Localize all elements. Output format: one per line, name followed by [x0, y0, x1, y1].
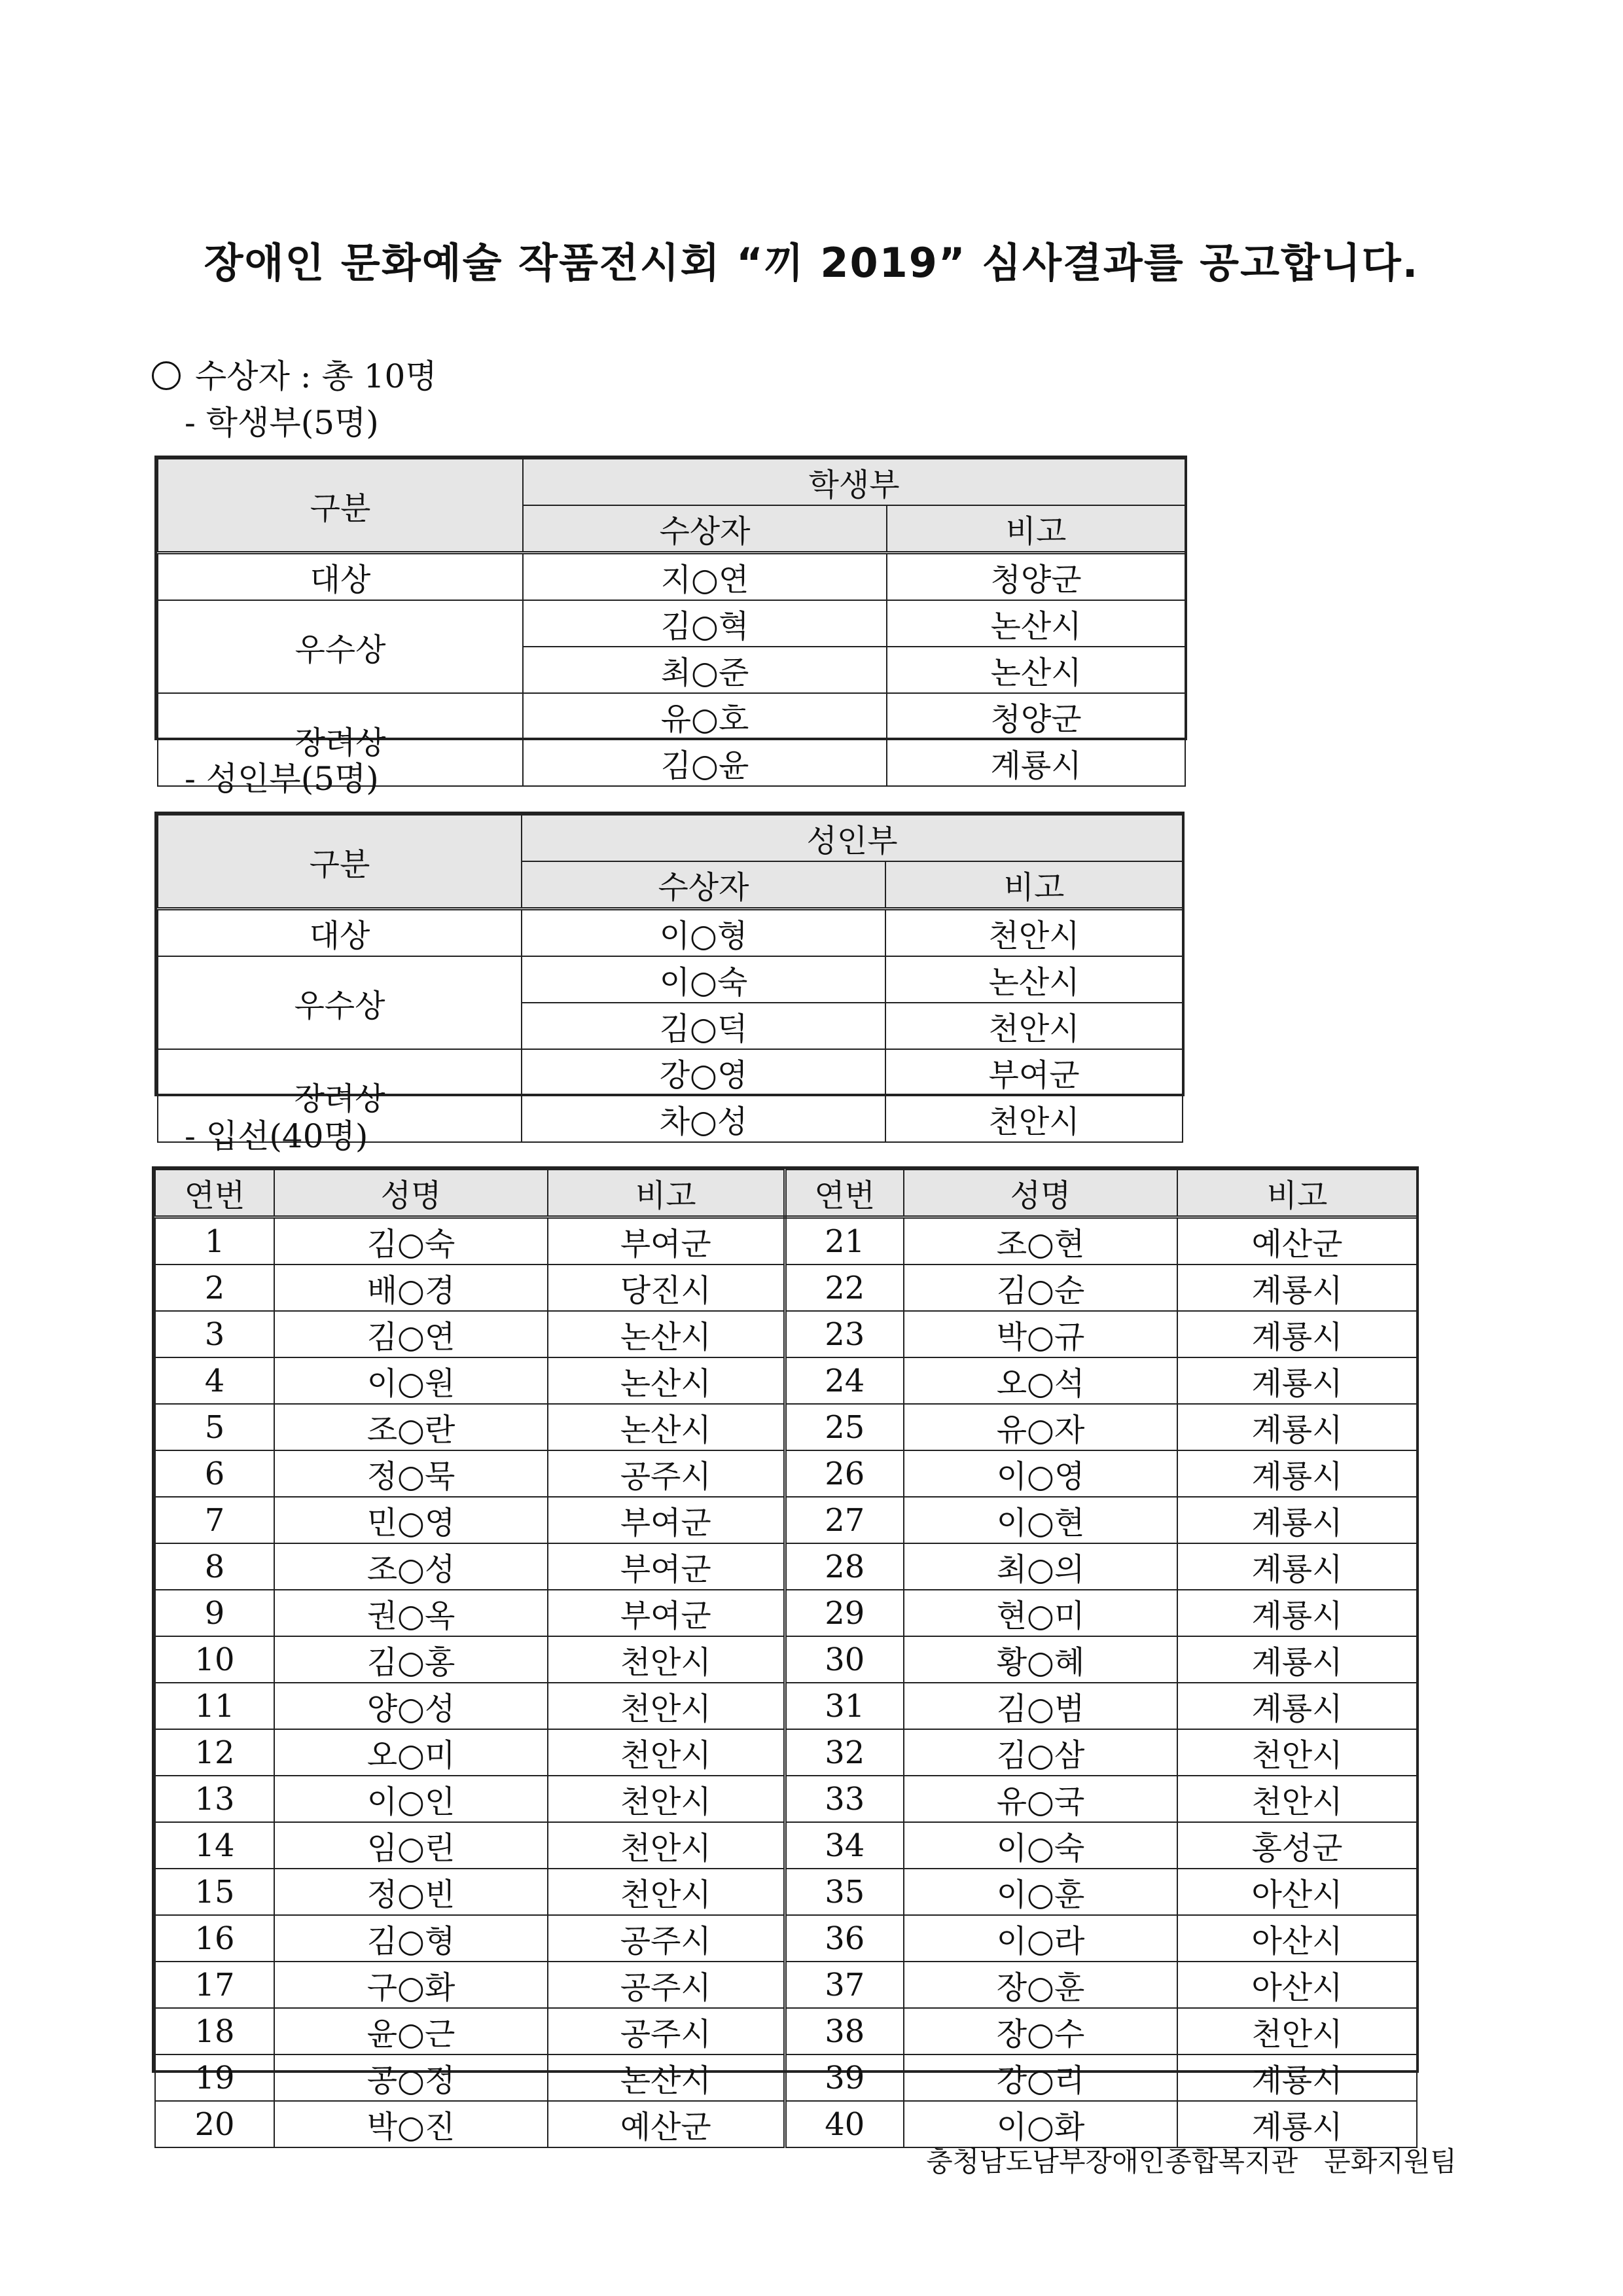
note-cell: 천안시	[1177, 2008, 1417, 2054]
name-cell: 이○영	[904, 1450, 1177, 1497]
name-cell: 정○빈	[274, 1869, 548, 1915]
award-cell: 대상	[158, 553, 523, 601]
table-row	[155, 1217, 1417, 1265]
note-cell: 계룡시	[1177, 1311, 1417, 1357]
note-cell: 논산시	[548, 1357, 785, 1404]
seq-cell: 23	[785, 1311, 904, 1357]
winner-cell: 김○윤	[523, 740, 887, 786]
name-cell: 정○묵	[274, 1450, 548, 1497]
name-cell: 김○연	[274, 1311, 548, 1357]
name-cell: 이○인	[274, 1776, 548, 1822]
note-cell: 천안시	[885, 1096, 1183, 1142]
name-cell: 이○현	[904, 1497, 1177, 1543]
seq-cell: 4	[155, 1357, 274, 1404]
table-row	[155, 1450, 1417, 1497]
seq-cell: 22	[785, 1265, 904, 1311]
note-cell: 부여군	[548, 1497, 785, 1543]
seq-cell: 25	[785, 1404, 904, 1450]
note-cell: 계룡시	[1177, 2054, 1417, 2101]
name-cell: 이○화	[904, 2101, 1177, 2147]
seq-cell: 17	[155, 1962, 274, 2008]
note-cell: 천안시	[885, 1003, 1183, 1049]
seq-cell: 11	[155, 1683, 274, 1729]
seq-cell: 16	[155, 1915, 274, 1962]
circle-bullet-icon	[152, 361, 181, 390]
table-row	[158, 553, 1185, 601]
seq-cell: 19	[155, 2054, 274, 2101]
note-cell: 부여군	[885, 1049, 1183, 1096]
note-header: 비고	[548, 1170, 785, 1217]
seq-header: 연번	[785, 1170, 904, 1217]
seq-cell: 38	[785, 2008, 904, 2054]
table-row	[155, 2008, 1417, 2054]
table-row	[155, 1265, 1417, 1311]
note-cell: 논산시	[548, 1404, 785, 1450]
note-cell: 계룡시	[1177, 1404, 1417, 1450]
note-cell: 공주시	[548, 1962, 785, 2008]
seq-cell: 31	[785, 1683, 904, 1729]
name-cell: 김○숙	[274, 1217, 548, 1265]
seq-cell: 28	[785, 1543, 904, 1590]
name-cell: 유○자	[904, 1404, 1177, 1450]
adult-gubun-header: 구분	[158, 815, 522, 909]
name-cell: 조○성	[274, 1543, 548, 1590]
name-cell: 장○수	[904, 2008, 1177, 2054]
note-cell: 당진시	[548, 1265, 785, 1311]
name-cell: 김○삼	[904, 1729, 1177, 1776]
note-cell: 천안시	[885, 909, 1183, 957]
winner-cell: 김○혁	[523, 600, 887, 647]
footer-organization: 충청남도남부장애인종합복지관 문화지원팀	[926, 2145, 1457, 2178]
note-cell: 계룡시	[1177, 1590, 1417, 1636]
name-cell: 현○미	[904, 1590, 1177, 1636]
note-cell: 천안시	[548, 1729, 785, 1776]
name-cell: 이○라	[904, 1915, 1177, 1962]
note-cell: 계룡시	[1177, 1265, 1417, 1311]
name-cell: 김○홍	[274, 1636, 548, 1683]
note-cell: 계룡시	[887, 740, 1185, 786]
table-row	[155, 1590, 1417, 1636]
winner-cell: 차○성	[522, 1096, 885, 1142]
note-cell: 공주시	[548, 2008, 785, 2054]
name-cell: 박○규	[904, 1311, 1177, 1357]
note-cell: 계룡시	[1177, 1497, 1417, 1543]
table-row	[155, 1497, 1417, 1543]
name-header: 성명	[904, 1170, 1177, 1217]
name-cell: 이○훈	[904, 1869, 1177, 1915]
note-cell: 공주시	[548, 1915, 785, 1962]
adult-group-header: 성인부	[522, 815, 1183, 861]
note-cell: 천안시	[548, 1869, 785, 1915]
table-row	[155, 1822, 1417, 1869]
name-cell: 구○화	[274, 1962, 548, 2008]
seq-cell: 35	[785, 1869, 904, 1915]
note-cell: 천안시	[548, 1822, 785, 1869]
note-cell: 계룡시	[1177, 1683, 1417, 1729]
winner-cell: 이○숙	[522, 956, 885, 1003]
seq-cell: 27	[785, 1497, 904, 1543]
note-cell: 천안시	[548, 1636, 785, 1683]
note-cell: 아산시	[1177, 1869, 1417, 1915]
name-cell: 오○석	[904, 1357, 1177, 1404]
seq-cell: 33	[785, 1776, 904, 1822]
adult-winner-header: 수상자	[522, 861, 885, 909]
table-row	[155, 1962, 1417, 2008]
note-cell: 계룡시	[1177, 1357, 1417, 1404]
summary-line	[152, 350, 437, 397]
note-cell: 계룡시	[1177, 2101, 1417, 2147]
seq-cell: 29	[785, 1590, 904, 1636]
note-cell: 논산시	[548, 1311, 785, 1357]
table-row	[155, 1636, 1417, 1683]
winner-cell: 강○영	[522, 1049, 885, 1096]
seq-cell: 15	[155, 1869, 274, 1915]
adult-heading: - 성인부(5명)	[185, 760, 379, 798]
note-cell: 아산시	[1177, 1915, 1417, 1962]
note-cell: 계룡시	[1177, 1636, 1417, 1683]
seq-cell: 7	[155, 1497, 274, 1543]
name-cell: 이○원	[274, 1357, 548, 1404]
table-row	[155, 1357, 1417, 1404]
seq-cell: 24	[785, 1357, 904, 1404]
note-cell: 논산시	[885, 956, 1183, 1003]
seq-cell: 13	[155, 1776, 274, 1822]
seq-cell: 6	[155, 1450, 274, 1497]
note-cell: 청양군	[887, 693, 1185, 740]
note-cell: 논산시	[887, 600, 1185, 647]
table-row	[158, 1049, 1183, 1096]
table-row	[158, 600, 1185, 647]
award-cell: 장려상	[158, 1049, 522, 1142]
seq-cell: 39	[785, 2054, 904, 2101]
award-cell: 대상	[158, 909, 522, 957]
award-cell: 장려상	[158, 693, 523, 786]
name-cell: 윤○근	[274, 2008, 548, 2054]
seq-cell: 32	[785, 1729, 904, 1776]
name-cell: 조○현	[904, 1217, 1177, 1265]
student-winner-header: 수상자	[523, 505, 887, 553]
name-cell: 유○국	[904, 1776, 1177, 1822]
name-cell: 박○진	[274, 2101, 548, 2147]
award-cell: 우수상	[158, 600, 523, 693]
page-title: 장애인 문화예술 작품전시회 “끼 2019” 심사결과를 공고합니다.	[204, 239, 1419, 287]
winner-cell: 지○연	[523, 553, 887, 601]
name-cell: 권○옥	[274, 1590, 548, 1636]
table-row	[158, 956, 1183, 1003]
name-cell: 강○리	[904, 2054, 1177, 2101]
seq-cell: 2	[155, 1265, 274, 1311]
note-cell: 홍성군	[1177, 1822, 1417, 1869]
note-cell: 예산군	[548, 2101, 785, 2147]
selection-heading: - 입선(40명)	[185, 1117, 368, 1155]
winner-cell: 최○준	[523, 647, 887, 693]
seq-cell: 8	[155, 1543, 274, 1590]
note-cell: 계룡시	[1177, 1450, 1417, 1497]
seq-cell: 40	[785, 2101, 904, 2147]
note-cell: 아산시	[1177, 1962, 1417, 2008]
note-cell: 천안시	[548, 1683, 785, 1729]
note-cell: 계룡시	[1177, 1543, 1417, 1590]
table-row	[155, 1869, 1417, 1915]
seq-cell: 18	[155, 2008, 274, 2054]
note-cell: 부여군	[548, 1590, 785, 1636]
summary-text: 수상자 : 총 10명	[195, 357, 437, 395]
seq-cell: 26	[785, 1450, 904, 1497]
table-row	[155, 1776, 1417, 1822]
seq-cell: 9	[155, 1590, 274, 1636]
seq-cell: 34	[785, 1822, 904, 1869]
seq-cell: 3	[155, 1311, 274, 1357]
name-cell: 이○숙	[904, 1822, 1177, 1869]
name-cell: 공○정	[274, 2054, 548, 2101]
note-cell: 부여군	[548, 1543, 785, 1590]
name-cell: 장○훈	[904, 1962, 1177, 2008]
table-row	[158, 693, 1185, 740]
note-cell: 청양군	[887, 553, 1185, 601]
name-cell: 황○혜	[904, 1636, 1177, 1683]
winner-cell: 김○덕	[522, 1003, 885, 1049]
seq-cell: 36	[785, 1915, 904, 1962]
name-cell: 최○의	[904, 1543, 1177, 1590]
note-cell: 논산시	[887, 647, 1185, 693]
seq-cell: 10	[155, 1636, 274, 1683]
seq-cell: 1	[155, 1217, 274, 1265]
award-cell: 우수상	[158, 956, 522, 1049]
note-cell: 예산군	[1177, 1217, 1417, 1265]
seq-header: 연번	[155, 1170, 274, 1217]
adult-note-header: 비고	[885, 861, 1183, 909]
note-cell: 천안시	[1177, 1776, 1417, 1822]
winner-cell: 이○형	[522, 909, 885, 957]
seq-cell: 5	[155, 1404, 274, 1450]
student-gubun-header: 구분	[158, 459, 523, 553]
table-row	[155, 1729, 1417, 1776]
name-cell: 조○란	[274, 1404, 548, 1450]
student-heading: - 학생부(5명)	[185, 404, 379, 442]
table-row	[155, 1404, 1417, 1450]
table-row	[155, 1543, 1417, 1590]
name-header: 성명	[274, 1170, 548, 1217]
table-row	[155, 1915, 1417, 1962]
table-row	[155, 2054, 1417, 2101]
note-header: 비고	[1177, 1170, 1417, 1217]
student-note-header: 비고	[887, 505, 1185, 553]
table-row	[155, 1311, 1417, 1357]
seq-cell: 14	[155, 1822, 274, 1869]
name-cell: 배○경	[274, 1265, 548, 1311]
selection-table	[152, 1166, 1419, 2145]
seq-cell: 30	[785, 1636, 904, 1683]
seq-cell: 21	[785, 1217, 904, 1265]
seq-cell: 37	[785, 1962, 904, 2008]
student-group-header: 학생부	[523, 459, 1185, 505]
name-cell: 민○영	[274, 1497, 548, 1543]
seq-cell: 20	[155, 2101, 274, 2147]
table-row	[158, 909, 1183, 957]
note-cell: 천안시	[1177, 1729, 1417, 1776]
name-cell: 김○형	[274, 1915, 548, 1962]
table-row	[155, 1683, 1417, 1729]
name-cell: 임○린	[274, 1822, 548, 1869]
name-cell: 김○범	[904, 1683, 1177, 1729]
note-cell: 논산시	[548, 2054, 785, 2101]
note-cell: 공주시	[548, 1450, 785, 1497]
name-cell: 오○미	[274, 1729, 548, 1776]
note-cell: 부여군	[548, 1217, 785, 1265]
note-cell: 천안시	[548, 1776, 785, 1822]
name-cell: 김○순	[904, 1265, 1177, 1311]
seq-cell: 12	[155, 1729, 274, 1776]
winner-cell: 유○호	[523, 693, 887, 740]
name-cell: 양○성	[274, 1683, 548, 1729]
